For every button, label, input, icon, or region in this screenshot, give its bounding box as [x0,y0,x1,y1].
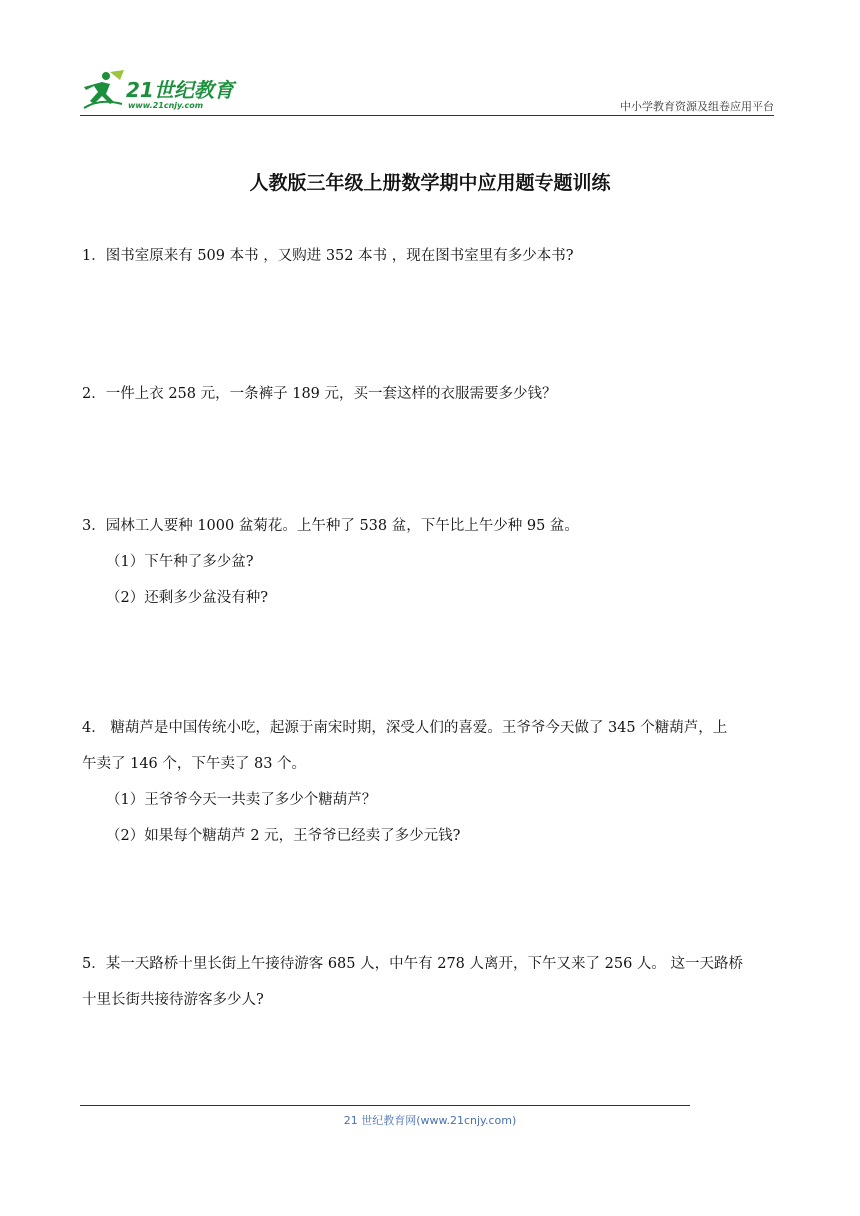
platform-label: 中小学教育资源及组卷应用平台 [620,100,774,113]
question-text-continued: 十里长街共接待游客多少人? [82,992,264,1008]
footer-link[interactable]: 21 世纪教育网(www.21cnjy.com) [343,1114,517,1127]
question-2 [82,376,780,412]
question-3 [82,508,780,616]
runner-logo-icon [80,68,128,112]
question-text: 5．某一天路桥十里长街上午接待游客 685 人，中午有 278 人离开，下午又来了 256 人。 这一天路桥 [82,956,744,972]
question-1 [82,238,780,274]
logo-text: 21世纪教育 [126,78,234,102]
header-divider [80,115,774,116]
footer-divider [80,1105,690,1106]
question-text: 3．园林工人要种 1000 盆菊花。上午种了 538 盆，下午比上午少种 95 盆。 [82,518,579,534]
question-5 [82,946,780,1018]
logo-url: www.21cnjy.com [128,101,204,110]
sub-question: （1）王爷爷今天一共卖了多少个糖葫芦？ [106,792,377,808]
question-text-continued: 午卖了 146 个，下午卖了 83 个。 [82,756,307,772]
sub-question: （2）如果每个糖葫芦 2 元，王爷爷已经卖了多少元钱? [106,828,461,844]
question-text: 4． 糖葫芦是中国传统小吃，起源于南宋时期，深受人们的喜爱。王爷爷今天做了 345 个糖葫芦，上 [82,720,728,736]
sub-question: （2）还剩多少盆没有种? [106,590,268,606]
question-text: 2．一件上衣 258 元，一条裤子 189 元，买一套这样的衣服需要多少钱？ [82,386,557,402]
question-4 [82,710,780,854]
document-title: 人教版三年级上册数学期中应用题专题训练 [249,172,611,194]
page-header [80,68,774,118]
sub-question: （1）下午种了多少盆? [106,554,254,570]
logo [80,68,250,114]
question-text: 1．图书室原来有 509 本书 ，又购进 352 本书 ，现在图书室里有多少本书? [82,248,574,264]
